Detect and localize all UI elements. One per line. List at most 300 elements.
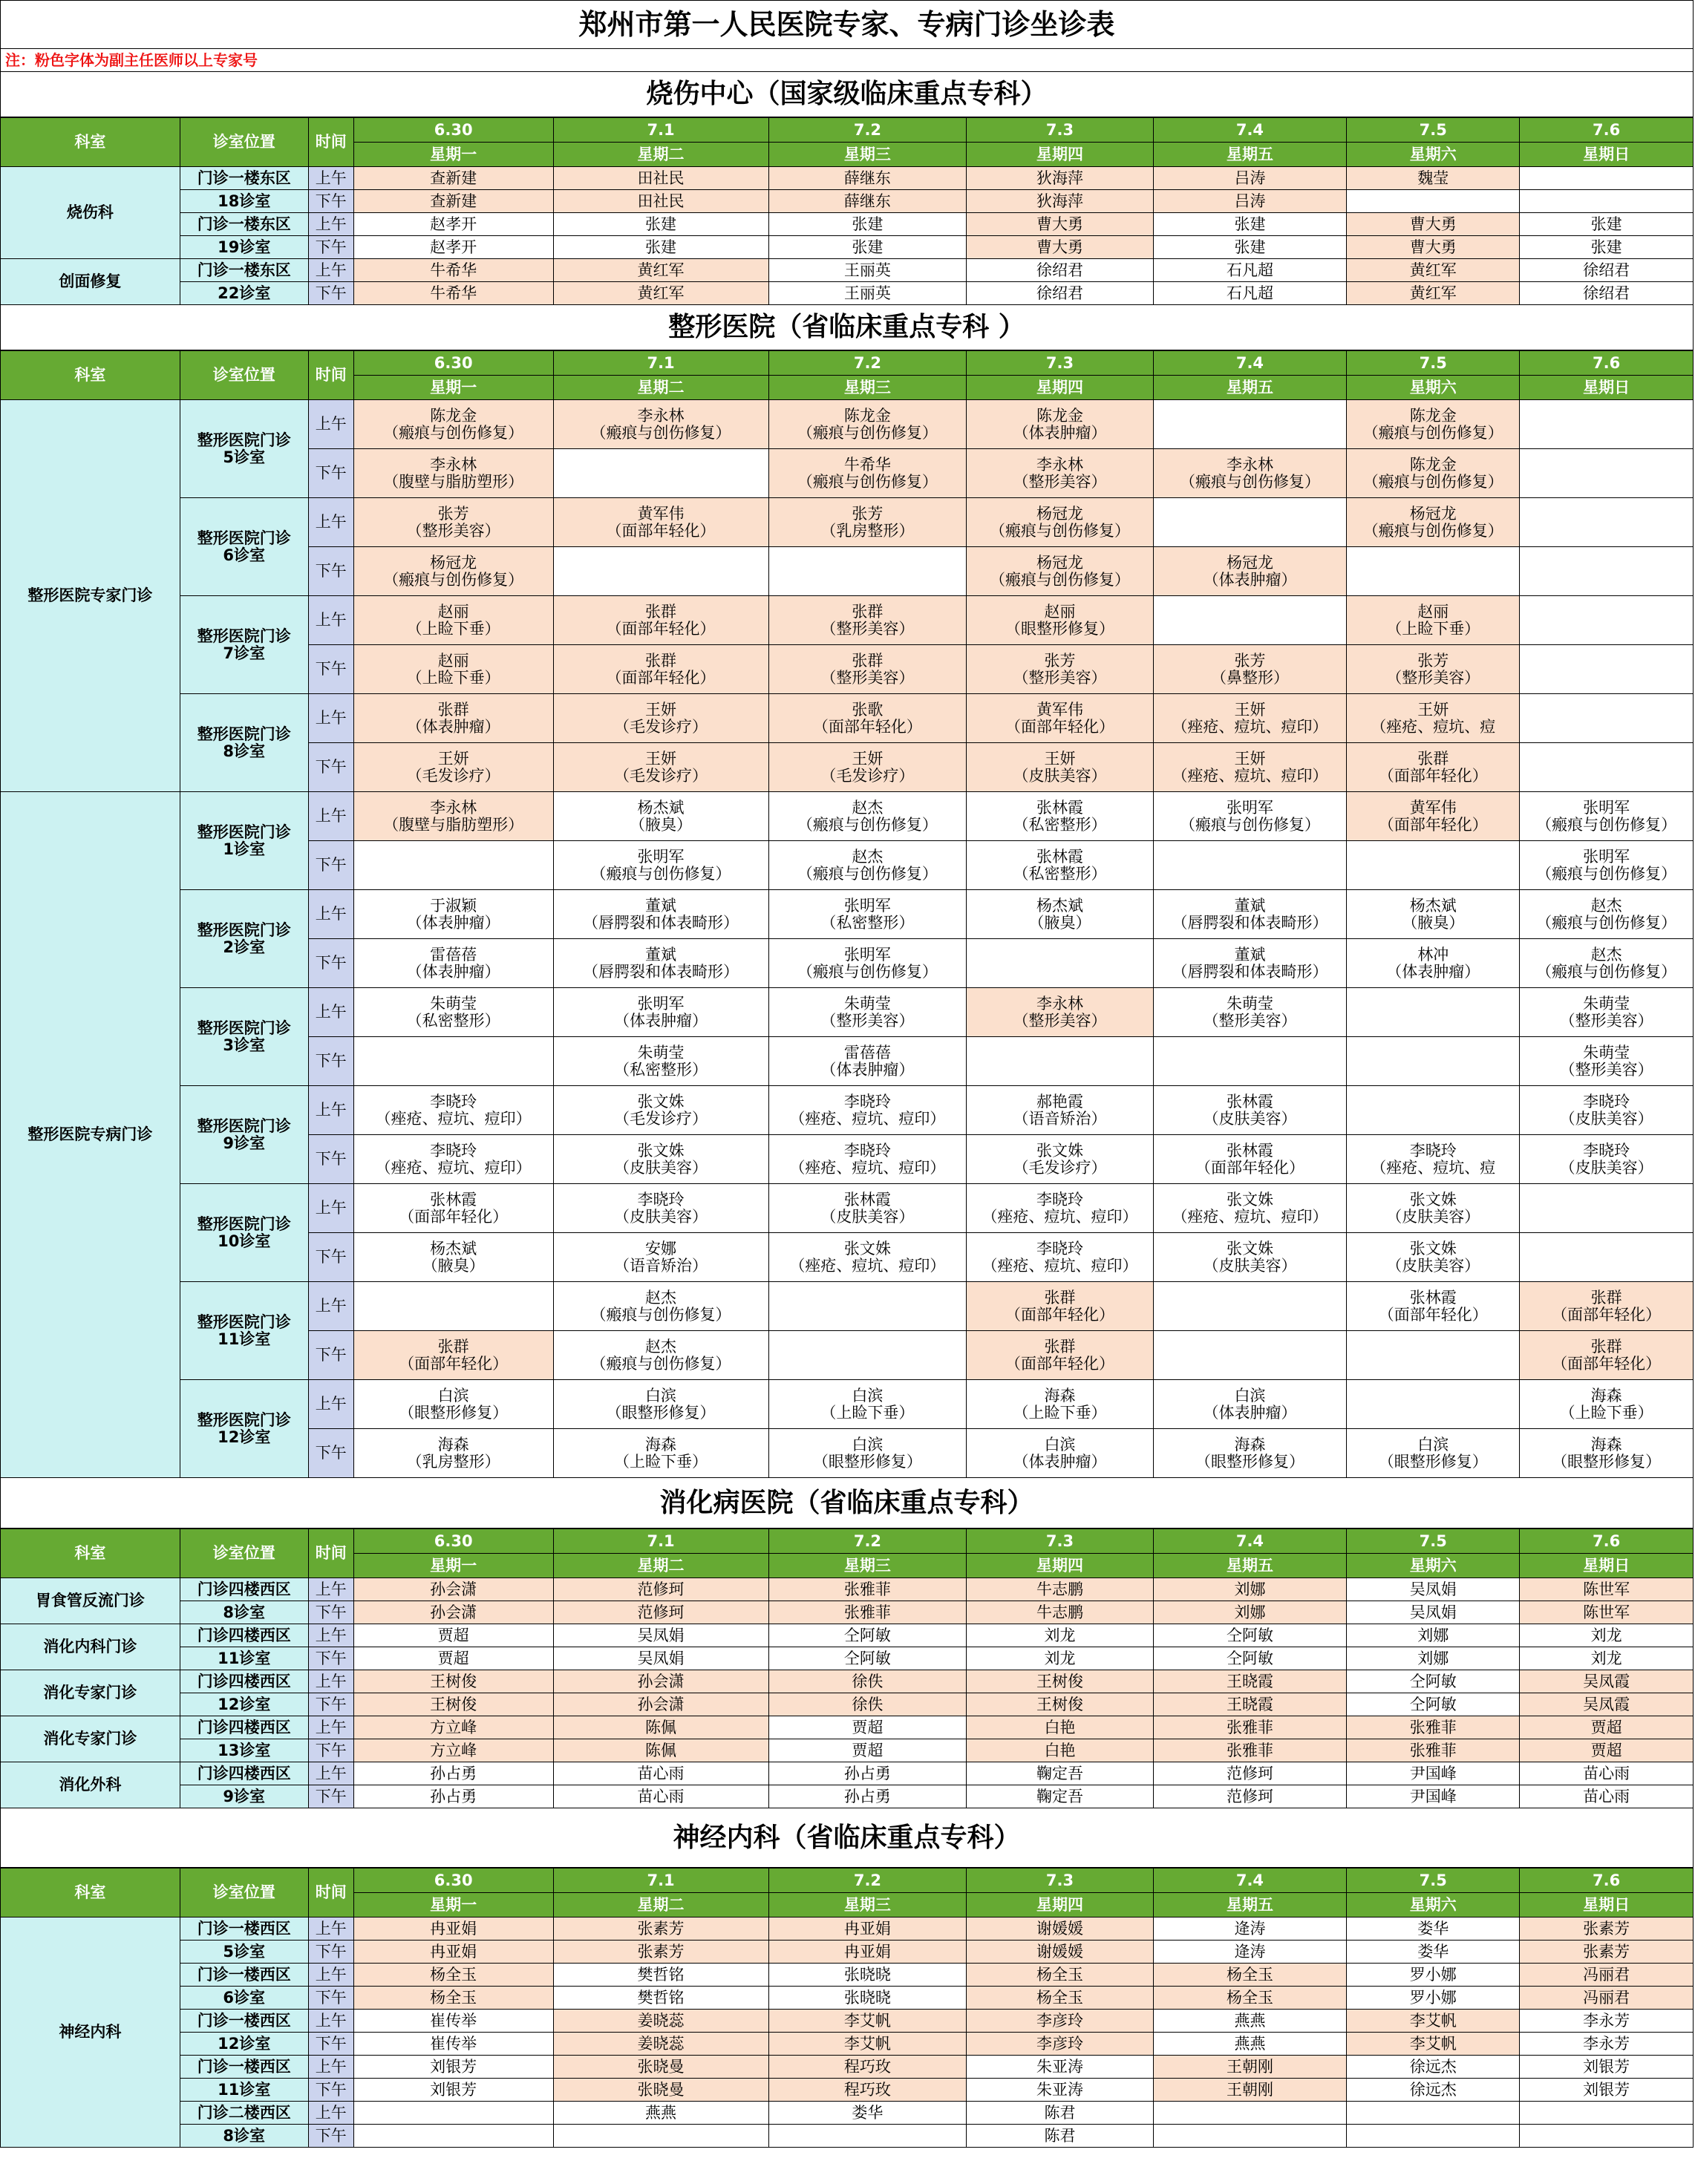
doctor-cell	[1520, 167, 1693, 190]
header-time: 时间	[308, 1869, 353, 1917]
doctor-name: 燕燕	[1234, 2034, 1266, 2053]
doctor-name: 吴凤娟	[637, 1626, 685, 1644]
doctor-name: 刘银芳	[430, 2057, 477, 2076]
header-dept: 科室	[1, 1529, 180, 1578]
doctor-name: 刘娜	[1234, 1580, 1266, 1598]
time-slot: 下午	[308, 1693, 353, 1716]
doctor-cell	[967, 2033, 1153, 2056]
doctor-cell	[768, 792, 967, 841]
doctor-name: 徐绍君	[1583, 261, 1630, 279]
doctor-name: 徐佚	[852, 1672, 884, 1690]
doctor-cell	[768, 547, 967, 596]
doctor-specialty: （体表肿瘤）	[1013, 423, 1107, 442]
doctor-name: 娄华	[852, 2103, 884, 2122]
doctor-name: 张文姝	[843, 1240, 891, 1258]
header-weekday: 星期一	[353, 143, 553, 167]
doctor-specialty: （瘢痕与创伤修复）	[797, 864, 938, 883]
doctor-specialty: （皮肤美容）	[1386, 1256, 1480, 1275]
doctor-name: 程巧玫	[843, 2080, 891, 2099]
doctor-specialty: （皮肤美容）	[1203, 1109, 1297, 1128]
doctor-specialty: （毛发诊疗）	[614, 766, 708, 785]
doctor-name: 王妍	[1044, 750, 1076, 768]
dept-name: 整形医院专家门诊	[1, 400, 180, 792]
doctor-cell	[353, 1785, 553, 1808]
doctor-cell	[1153, 259, 1347, 282]
doctor-cell	[553, 1380, 768, 1429]
doctor-name: 杨冠龙	[1036, 554, 1083, 572]
doctor-name: 杨全玉	[1226, 1988, 1273, 2007]
doctor-name: 陈龙金	[430, 407, 477, 425]
header-room: 诊室位置	[180, 118, 308, 167]
doctor-name: 孙会潇	[430, 1603, 477, 1621]
doctor-cell	[967, 939, 1153, 988]
doctor-name: 张建	[852, 238, 884, 256]
header-date: 7.5	[1347, 1529, 1520, 1554]
doctor-name: 李晓玲	[430, 1093, 477, 1111]
doctor-cell	[1520, 890, 1693, 939]
doctor-cell	[353, 2033, 553, 2056]
doctor-cell	[1347, 282, 1520, 305]
doctor-specialty: （眼整形修复）	[1552, 1452, 1662, 1471]
doctor-cell	[967, 1086, 1153, 1135]
doctor-cell	[1520, 2102, 1693, 2125]
doctor-cell	[768, 259, 967, 282]
doctor-name: 董斌	[645, 897, 677, 915]
doctor-cell	[553, 547, 768, 596]
doctor-cell	[353, 1601, 553, 1624]
doctor-name: 曹大勇	[1409, 238, 1457, 256]
time-slot: 上午	[308, 1086, 353, 1135]
doctor-name: 张雅菲	[843, 1603, 891, 1621]
doctor-name: 王妍	[437, 750, 469, 768]
doctor-name: 白艳	[1044, 1718, 1076, 1736]
doctor-name: 黄红军	[1409, 284, 1457, 302]
doctor-specialty: （上睑下垂）	[1559, 1403, 1653, 1422]
doctor-specialty: （面部年轻化）	[1378, 1305, 1488, 1324]
doctor-cell	[768, 282, 967, 305]
doctor-cell	[353, 400, 553, 449]
doctor-cell	[553, 1941, 768, 1964]
time-slot: 下午	[308, 1785, 353, 1808]
header-date: 6.30	[353, 1529, 553, 1554]
time-slot: 下午	[308, 841, 353, 890]
schedule-row	[1, 1282, 1693, 1331]
doctor-name: 王树俊	[430, 1672, 477, 1690]
doctor-name: 查新建	[430, 192, 477, 210]
header-weekday: 星期三	[768, 376, 967, 400]
doctor-name: 张文姝	[1409, 1240, 1457, 1258]
schedule-row	[1, 282, 1693, 305]
doctor-cell	[553, 1785, 768, 1808]
doctor-cell	[353, 498, 553, 547]
doctor-name: 张素芳	[637, 1942, 685, 1961]
header-weekday: 星期一	[353, 1554, 553, 1578]
doctor-specialty: （腋臭）	[1028, 913, 1091, 932]
doctor-specialty: （痤疮、痘坑、痘印）	[789, 1256, 946, 1275]
doctor-name: 李晓玲	[430, 1142, 477, 1160]
header-weekday: 星期四	[967, 1554, 1153, 1578]
header-date: 7.6	[1520, 351, 1693, 376]
doctor-cell	[768, 1762, 967, 1785]
doctor-cell	[768, 596, 967, 645]
header-weekday: 星期二	[553, 1554, 768, 1578]
doctor-specialty: （上睑下垂）	[820, 1403, 915, 1422]
doctor-cell	[1347, 1941, 1520, 1964]
doctor-cell	[553, 2125, 768, 2148]
doctor-specialty: （面部年轻化）	[812, 717, 922, 736]
doctor-specialty: （面部年轻化）	[1195, 1158, 1304, 1177]
time-slot: 下午	[308, 1739, 353, 1762]
doctor-name: 雷蓓蓓	[430, 946, 477, 964]
doctor-cell	[553, 1987, 768, 2010]
doctor-specialty: （唇腭裂和体表畸形）	[583, 913, 739, 932]
doctor-name: 石凡超	[1226, 261, 1273, 279]
room-number: 8诊室	[180, 2125, 308, 2148]
room-location	[180, 694, 308, 792]
doctor-specialty: （体表肿瘤）	[820, 1060, 915, 1079]
schedule-table	[1, 350, 1693, 1478]
doctor-name: 张晓曼	[637, 2080, 685, 2099]
doctor-name: 李晓玲	[637, 1191, 685, 1209]
doctor-specialty: （痤疮、痘坑、痘印）	[1172, 717, 1328, 736]
header-weekday: 星期五	[1153, 143, 1347, 167]
doctor-specialty: （面部年轻化）	[399, 1207, 509, 1226]
doctor-name: 贾超	[852, 1718, 884, 1736]
doctor-specialty: （体表肿瘤）	[1203, 1403, 1297, 1422]
doctor-name: 张明军	[637, 995, 685, 1013]
doctor-cell	[553, 1233, 768, 1282]
doctor-name: 张林霞	[1036, 799, 1083, 817]
header-date: 7.1	[553, 351, 768, 376]
room-number: 22诊室	[180, 282, 308, 305]
time-slot: 下午	[308, 1429, 353, 1478]
doctor-specialty: （整形美容）	[1559, 1060, 1653, 1079]
header-weekday: 星期四	[967, 376, 1153, 400]
doctor-cell	[353, 1429, 553, 1478]
doctor-cell	[1153, 890, 1347, 939]
doctor-cell	[768, 449, 967, 498]
doctor-cell	[553, 596, 768, 645]
schedule-row	[1, 1086, 1693, 1135]
doctor-cell	[967, 236, 1153, 259]
doctor-cell	[967, 1037, 1153, 1086]
doctor-cell	[1153, 1037, 1347, 1086]
header-date: 7.2	[768, 351, 967, 376]
schedule-table	[1, 1868, 1693, 2148]
doctor-name: 赵杰	[1590, 897, 1622, 915]
doctor-specialty: （瘢痕与创伤修复）	[1536, 815, 1677, 834]
doctor-cell	[1347, 1282, 1520, 1331]
doctor-name: 王妍	[1417, 701, 1449, 719]
doctor-name: 冉亚娟	[430, 1942, 477, 1961]
doctor-name: 张文姝	[637, 1093, 685, 1111]
doctor-cell	[967, 1987, 1153, 2010]
doctor-cell	[1520, 236, 1693, 259]
doctor-name: 姜晓蕊	[637, 2034, 685, 2053]
doctor-cell	[353, 1086, 553, 1135]
doctor-name: 刘龙	[1590, 1626, 1622, 1644]
room-location	[180, 1380, 308, 1478]
doctor-name: 仝阿敏	[1226, 1626, 1273, 1644]
doctor-cell	[768, 2056, 967, 2079]
doctor-cell	[1153, 1331, 1347, 1380]
doctor-name: 范修珂	[1226, 1787, 1273, 1805]
doctor-cell	[1520, 1282, 1693, 1331]
doctor-cell	[768, 1233, 967, 1282]
doctor-name: 孙占勇	[843, 1787, 891, 1805]
doctor-name: 张雅菲	[1226, 1718, 1273, 1736]
doctor-name: 李晓玲	[843, 1142, 891, 1160]
doctor-cell	[1347, 2010, 1520, 2033]
doctor-name: 张晓曼	[637, 2057, 685, 2076]
doctor-name: 张建	[645, 238, 677, 256]
schedule-row	[1, 1762, 1693, 1785]
doctor-cell	[353, 1917, 553, 1941]
doctor-specialty: （皮肤美容）	[1559, 1109, 1653, 1128]
doctor-cell	[353, 259, 553, 282]
doctor-specialty: （腋臭）	[1402, 913, 1465, 932]
doctor-cell	[768, 1135, 967, 1184]
room-number: 2诊室	[223, 938, 266, 956]
room-number: 12诊室	[218, 1428, 271, 1446]
doctor-cell	[353, 1941, 553, 1964]
header-date: 7.6	[1520, 1869, 1693, 1893]
doctor-name: 杨杰斌	[430, 1240, 477, 1258]
doctor-specialty: （整形美容）	[1013, 1011, 1107, 1030]
doctor-cell	[553, 792, 768, 841]
doctor-name: 张歌	[852, 701, 884, 719]
doctor-cell	[353, 2010, 553, 2033]
header-weekday: 星期二	[553, 376, 768, 400]
doctor-name: 张林霞	[1226, 1142, 1273, 1160]
doctor-cell	[1520, 841, 1693, 890]
doctor-cell	[768, 167, 967, 190]
doctor-name: 鞠定吾	[1036, 1764, 1083, 1782]
doctor-cell	[967, 449, 1153, 498]
doctor-name: 冉亚娟	[843, 1919, 891, 1938]
doctor-name: 董斌	[645, 946, 677, 964]
doctor-name: 于淑颖	[430, 897, 477, 915]
doctor-name: 黄军伟	[1036, 701, 1083, 719]
doctor-cell	[1347, 2033, 1520, 2056]
doctor-cell	[553, 1917, 768, 1941]
doctor-specialty: （整形美容）	[820, 1011, 915, 1030]
doctor-name: 贾超	[852, 1741, 884, 1759]
room-location	[180, 596, 308, 694]
doctor-name: 孙会潇	[637, 1695, 685, 1713]
header-date: 7.3	[967, 118, 1153, 143]
doctor-name: 陈龙金	[1409, 407, 1457, 425]
doctor-cell	[768, 939, 967, 988]
doctor-specialty: （面部年轻化）	[606, 521, 716, 540]
doctor-cell	[967, 400, 1153, 449]
doctor-cell	[553, 2056, 768, 2079]
schedule-row	[1, 167, 1693, 190]
doctor-cell	[1153, 1670, 1347, 1693]
doctor-cell	[353, 236, 553, 259]
time-slot: 下午	[308, 2033, 353, 2056]
doctor-name: 魏莹	[1417, 169, 1449, 187]
doctor-name: 王朝刚	[1226, 2057, 1273, 2076]
doctor-specialty: （语音矫治）	[614, 1256, 708, 1275]
header-weekday: 星期六	[1347, 1554, 1520, 1578]
schedule-row	[1, 2010, 1693, 2033]
doctor-cell	[967, 1601, 1153, 1624]
room-area: 整形医院门诊	[197, 529, 291, 548]
doctor-name: 李晓玲	[1036, 1240, 1083, 1258]
header-date: 6.30	[353, 351, 553, 376]
time-slot: 上午	[308, 792, 353, 841]
doctor-cell	[1153, 2102, 1347, 2125]
schedule-row	[1, 213, 1693, 236]
time-slot: 上午	[308, 1282, 353, 1331]
doctor-cell	[967, 596, 1153, 645]
schedule-row	[1, 1647, 1693, 1670]
doctor-name: 吴凤霞	[1583, 1672, 1630, 1690]
doctor-cell	[1153, 1964, 1347, 1987]
doctor-name: 刘娜	[1234, 1603, 1266, 1621]
doctor-cell	[768, 890, 967, 939]
doctor-name: 李永林	[1036, 995, 1083, 1013]
doctor-name: 王丽英	[843, 284, 891, 302]
doctor-name: 张明军	[843, 946, 891, 964]
doctor-cell	[768, 1670, 967, 1693]
dept-name: 消化内科门诊	[1, 1624, 180, 1670]
doctor-cell	[1520, 939, 1693, 988]
header-date: 7.5	[1347, 351, 1520, 376]
doctor-cell	[768, 743, 967, 792]
doctor-name: 朱萌莹	[430, 995, 477, 1013]
doctor-name: 张芳	[1417, 652, 1449, 670]
schedule-row	[1, 2056, 1693, 2079]
doctor-specialty: （体表肿瘤）	[1203, 570, 1297, 589]
schedule-row	[1, 1785, 1693, 1808]
doctor-cell	[1520, 1380, 1693, 1429]
doctor-cell	[1520, 1941, 1693, 1964]
doctor-specialty: （瘢痕与创伤修复）	[1362, 472, 1503, 491]
doctor-cell	[1347, 1647, 1520, 1670]
doctor-cell	[1347, 841, 1520, 890]
doctor-name: 孙会潇	[430, 1580, 477, 1598]
doctor-name: 娄华	[1417, 1919, 1449, 1938]
doctor-specialty: （瘢痕与创伤修复）	[1362, 521, 1503, 540]
header-weekday: 星期三	[768, 1893, 967, 1917]
room-location	[180, 498, 308, 596]
header-weekday: 星期一	[353, 376, 553, 400]
doctor-cell	[768, 1086, 967, 1135]
doctor-cell	[1520, 988, 1693, 1037]
time-slot: 上午	[308, 2056, 353, 2079]
doctor-cell	[353, 1693, 553, 1716]
doctor-cell	[1520, 792, 1693, 841]
doctor-cell	[353, 1184, 553, 1233]
doctor-cell	[967, 988, 1153, 1037]
doctor-name: 刘娜	[1417, 1649, 1449, 1667]
doctor-name: 朱萌莹	[1583, 995, 1630, 1013]
doctor-name: 张明军	[637, 848, 685, 866]
doctor-name: 张雅菲	[1409, 1718, 1457, 1736]
doctor-name: 仝阿敏	[1226, 1649, 1273, 1667]
doctor-cell	[553, 1086, 768, 1135]
doctor-cell	[353, 1716, 553, 1739]
doctor-specialty: （瘢痕与创伤修复）	[797, 423, 938, 442]
header-date: 7.3	[967, 351, 1153, 376]
doctor-cell	[1153, 1282, 1347, 1331]
doctor-cell	[1153, 939, 1347, 988]
doctor-name: 安娜	[645, 1240, 677, 1258]
doctor-specialty: （瘢痕与创伤修复）	[797, 472, 938, 491]
dept-name: 消化外科	[1, 1762, 180, 1808]
doctor-cell	[1520, 1624, 1693, 1647]
doctor-cell	[1153, 841, 1347, 890]
doctor-cell	[1347, 1135, 1520, 1184]
doctor-cell	[353, 2056, 553, 2079]
section-title: 神经内科（省临床重点专科）	[1, 1808, 1693, 1868]
schedule-row	[1, 2033, 1693, 2056]
room-area: 门诊一楼西区	[180, 2010, 308, 2033]
doctor-name: 谢媛媛	[1036, 1942, 1083, 1961]
doctor-specialty: （瘢痕与创伤修复）	[1179, 472, 1320, 491]
doctor-name: 杨杰斌	[1409, 897, 1457, 915]
doctor-name: 海森	[1234, 1436, 1266, 1454]
room-area: 整形医院门诊	[197, 627, 291, 646]
doctor-cell	[768, 1282, 967, 1331]
doctor-cell	[553, 1716, 768, 1739]
doctor-cell	[967, 2010, 1153, 2033]
doctor-specialty: （瘢痕与创伤修复）	[590, 864, 731, 883]
room-number: 9诊室	[223, 1134, 266, 1152]
doctor-cell	[1520, 547, 1693, 596]
doctor-cell	[1520, 1762, 1693, 1785]
doctor-cell	[1520, 2079, 1693, 2102]
doctor-name: 孙会潇	[637, 1672, 685, 1690]
time-slot: 上午	[308, 2010, 353, 2033]
time-slot: 下午	[308, 1331, 353, 1380]
doctor-name: 王树俊	[430, 1695, 477, 1713]
doctor-cell	[768, 1184, 967, 1233]
doctor-cell	[1153, 1601, 1347, 1624]
doctor-cell	[1520, 694, 1693, 743]
doctor-name: 吴凤霞	[1583, 1695, 1630, 1713]
doctor-cell	[768, 1429, 967, 1478]
doctor-specialty: （瘢痕与创伤修复）	[797, 962, 938, 981]
doctor-specialty: （私密整形）	[406, 1011, 500, 1030]
section-title: 整形医院（省临床重点专科 ）	[1, 305, 1693, 350]
doctor-cell	[553, 236, 768, 259]
doctor-name: 徐远杰	[1409, 2057, 1457, 2076]
doctor-cell	[1153, 213, 1347, 236]
doctor-cell	[1347, 547, 1520, 596]
doctor-cell	[353, 190, 553, 213]
doctor-cell	[1347, 1693, 1520, 1716]
doctor-cell	[768, 1917, 967, 1941]
doctor-name: 张林霞	[1409, 1289, 1457, 1307]
header-weekday: 星期六	[1347, 376, 1520, 400]
room-area: 门诊一楼东区	[180, 167, 308, 190]
doctor-cell	[768, 2033, 967, 2056]
doctor-cell	[1153, 2033, 1347, 2056]
doctor-cell	[967, 2056, 1153, 2079]
doctor-name: 朱亚涛	[1036, 2080, 1083, 2099]
doctor-cell	[1520, 1086, 1693, 1135]
doctor-cell	[553, 2010, 768, 2033]
doctor-name: 苗心雨	[1583, 1764, 1630, 1782]
header-room: 诊室位置	[180, 1869, 308, 1917]
doctor-name: 海森	[1044, 1387, 1076, 1405]
doctor-name: 张明军	[843, 897, 891, 915]
doctor-cell	[967, 547, 1153, 596]
doctor-cell	[553, 645, 768, 694]
